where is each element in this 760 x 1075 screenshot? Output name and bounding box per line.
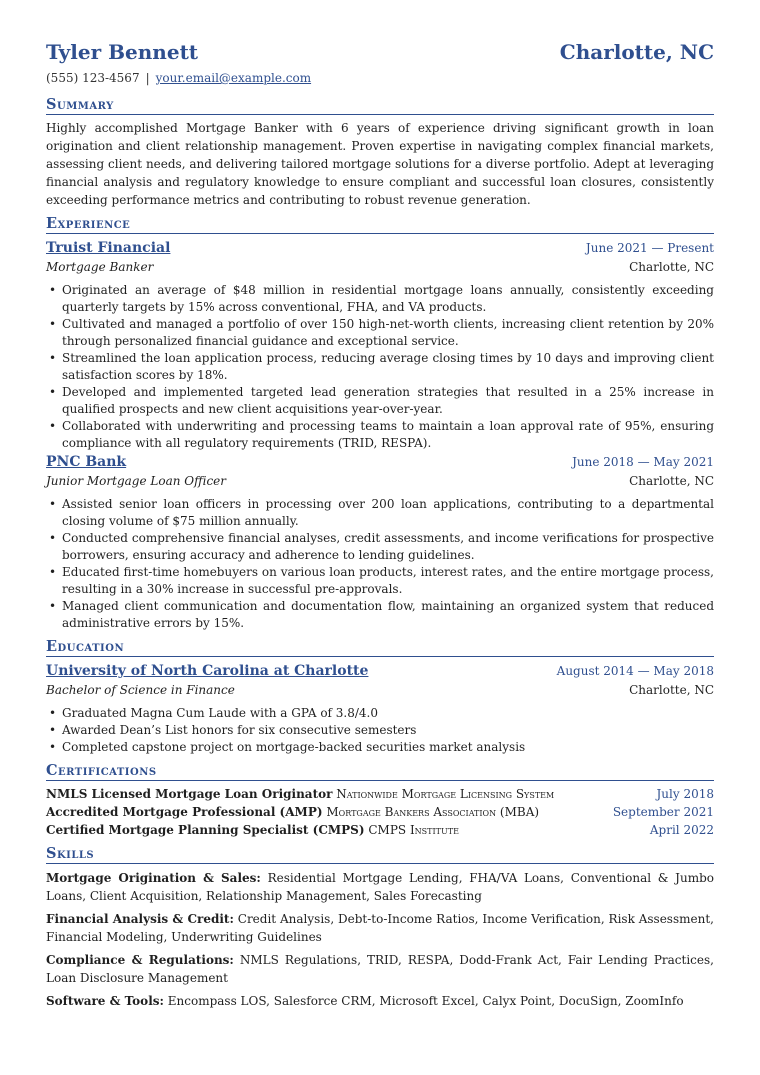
job-bullets [46,496,714,632]
contact-separator: | [145,71,150,85]
list-item: • Awarded Dean’s List honors for six consecutive semesters [46,722,714,739]
experience-section [46,215,714,632]
experience-heading: Experience [46,215,714,234]
job-dates: June 2021 — Present [585,241,714,255]
list-item: • Conducted comprehensive financial analyses, credit assessments, and income verifications for prospective borrowers, ensuring accuracy and adherence to lending guidelines. [46,530,714,564]
candidate-location: Charlotte, NC [559,40,714,64]
list-item: • Educated first-time homebuyers on various loan products, interest rates, and the entire mortgage process, resulting in a 30% increase in successful pre-approvals. [46,564,714,598]
degree: Bachelor of Science in Finance [46,683,235,697]
certifications-heading: Certifications [46,762,714,781]
company-name[interactable]: Truist Financial [46,240,171,256]
education-dates: August 2014 — May 2018 [556,664,714,678]
certification-date: September 2021 [612,805,714,819]
education-bullets [46,705,714,756]
list-item: • Managed client communication and documentation flow, maintaining an organized system that reduced administrative errors by 15%. [46,598,714,632]
certification-name: Certified Mortgage Planning Specialist (CMPS) [46,823,365,837]
school-name[interactable]: University of North Carolina at Charlotte [46,663,369,679]
skill-group [46,951,714,987]
skill-group [46,992,714,1010]
list-item: • Streamlined the loan application process, reducing average closing times by 10 days and improving client satisfaction scores by 18%. [46,350,714,384]
skill-label: Mortgage Origination & Sales: [46,871,261,885]
education-section [46,638,714,756]
skill-text: Credit Analysis, Debt-to-Income Ratios, Income Verification, Risk Assessment, Financial Modeling, Underwriting Guidelines [46,912,714,944]
skill-text: NMLS Regulations, TRID, RESPA, Dodd-Frank Act, Fair Lending Practices, Loan Disclosure Management [46,953,714,985]
job-location: Charlotte, NC [629,474,714,488]
job-entry [46,453,714,632]
skill-label: Compliance & Regulations: [46,953,234,967]
certification-row [46,821,714,839]
job-location: Charlotte, NC [629,260,714,274]
job-entry [46,239,714,452]
skill-text: Residential Mortgage Lending, FHA/VA Loans, Conventional & Jumbo Loans, Client Acquisition, Relationship Management, Sales Forecasting [46,871,714,903]
list-item: • Collaborated with underwriting and processing teams to maintain a loan approval rate of 95%, ensuring compliance with all regulatory requirements (TRID, RESPA). [46,418,714,452]
list-item: • Assisted senior loan officers in processing over 200 loan applications, contributing to a departmental closing volume of $75 million annually. [46,496,714,530]
skill-label: Software & Tools: [46,994,164,1008]
list-item: • Originated an average of $48 million in residential mortgage loans annually, consistently exceeding quarterly targets by 15% across conventional, FHA, and VA products. [46,282,714,316]
skill-group [46,869,714,905]
summary-text: Highly accomplished Mortgage Banker with 6 years of experience driving significant growth in loan origination and client relationship management. Proven expertise in navigating complex financial markets, assessing client needs, and delivering tailored mortgage solutions for a diverse portfolio. Adept at leveraging financial analysis and regulatory knowledge to ensure compliant and successful loan closures, consistently exceeding performance metrics and contributing to robust revenue generation. [46,121,714,207]
contact-line [46,70,714,87]
skills-section [46,845,714,1010]
summary-section [46,96,714,209]
certification-date: July 2018 [656,787,714,801]
company-name[interactable]: PNC Bank [46,454,127,470]
list-item: • Completed capstone project on mortgage-backed securities market analysis [46,739,714,756]
skill-text: Encompass LOS, Salesforce CRM, Microsoft Excel, Calyx Point, DocuSign, ZoomInfo [167,994,684,1008]
skills-heading: Skills [46,845,714,864]
skill-label: Financial Analysis & Credit: [46,912,234,926]
education-heading: Education [46,638,714,657]
certification-issuer: Mortgage Bankers Association (MBA) [326,805,540,819]
certification-row [46,803,714,821]
list-item: • Developed and implemented targeted lead generation strategies that resulted in a 25% increase in qualified prospects and new client acquisitions year-over-year. [46,384,714,418]
job-role: Mortgage Banker [46,260,154,274]
certification-row [46,785,714,803]
certifications-section [46,762,714,839]
candidate-name: Tyler Bennett [46,40,199,64]
certification-issuer: CMPS Institute [368,823,459,837]
summary-heading: Summary [46,96,714,115]
list-item: • Cultivated and managed a portfolio of over 150 high-net-worth clients, increasing client retention by 20% through personalized financial guidance and exceptional service. [46,316,714,350]
phone-number: (555) 123-4567 [46,71,140,85]
job-role: Junior Mortgage Loan Officer [46,474,227,488]
skill-group [46,910,714,946]
resume-header [46,40,714,64]
school-location: Charlotte, NC [629,683,714,697]
certification-name: Accredited Mortgage Professional (AMP) [46,805,323,819]
certification-issuer: Nationwide Mortgage Licensing System [336,787,555,801]
list-item: • Graduated Magna Cum Laude with a GPA of 3.8/4.0 [46,705,714,722]
job-dates: June 2018 — May 2021 [572,455,714,469]
email-link[interactable]: your.email@example.com [155,71,312,85]
certification-date: April 2022 [649,823,714,837]
certification-name: NMLS Licensed Mortgage Loan Originator [46,787,333,801]
job-bullets [46,282,714,452]
